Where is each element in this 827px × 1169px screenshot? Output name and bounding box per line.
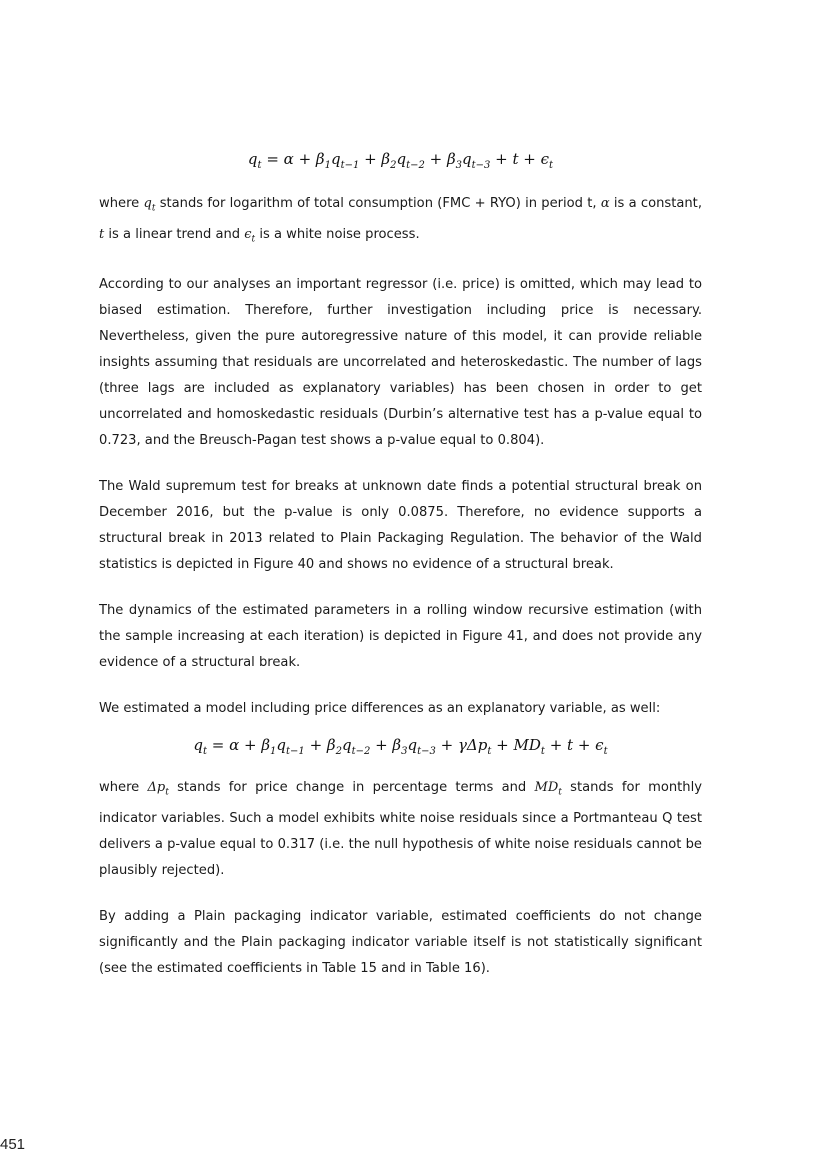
eq-sub: t−2 (406, 160, 425, 171)
eq-sub: t−2 (351, 746, 371, 758)
eq-term: + γΔp (435, 736, 488, 755)
eq-term: + β (304, 736, 336, 755)
eq-sub: t (203, 746, 208, 758)
equation-price-model (99, 736, 702, 757)
eq-term: q (193, 736, 203, 755)
eq-sub: t (603, 746, 608, 758)
eq-sub: t−3 (471, 160, 491, 171)
eq-sub: 2 (390, 160, 397, 171)
paragraph-wald-test: The Wald supremum test for breaks at unknown date finds a potential structural break on December 2016, but the p-value is only 0.0875. Therefore, no evidence supports a structural break in 2013 related to Plain Packaging Regulation. The behavior of the Wald statistics is depicted in Figure 40 and shows no evidence of a structural break. (99, 479, 702, 573)
paragraph-rolling-window: The dynamics of the estimated parameters in a rolling window recursive estimation (with the sample increasing at each iteration) is depicted in Figure 41, and does not provide any evidence of a structural break. (99, 603, 702, 671)
paragraph-regressor-analysis: According to our analyses an important regressor (i.e. price) is omitted, which may lead to biased estimation. Therefore, further investigation including price is necessary. Nevertheless, given the pure autoregressive nature of this model, it can provide reliable insights assuming that residuals are uncorrelated and heteroskedastic. The number of lags (three lags are included as explanatory variables) has been chosen in order to get uncorrelated and homoskedastic residuals (Durbin’s alternative test has a p-value equal to 0.723, and the Breusch-Pagan test shows a p-value equal to 0.804). (99, 277, 702, 449)
paragraph-plain-packaging: By adding a Plain packaging indicator variable, estimated coefficients do not change significantly and the Plain packaging indicator variable itself is not statistically significant (see the estimated coefficients in Table 15 and in Table 16). (99, 908, 702, 976)
eq-term: q (407, 736, 418, 755)
eq-term: q (330, 150, 341, 168)
eq-sub: 1 (324, 160, 331, 171)
eq-sub: t (487, 746, 492, 758)
eq-term: q (396, 150, 407, 168)
equation-ar3-model (99, 150, 702, 171)
eq-term: + t + ϵ (490, 150, 550, 168)
eq-term: q (276, 736, 287, 755)
eq-term: q (341, 736, 352, 755)
page-number: 451 (0, 1136, 26, 1153)
eq-sub: t−1 (286, 746, 305, 758)
eq-sub: t (549, 160, 554, 171)
eq-term: q (462, 150, 472, 168)
eq-term: + MD (491, 736, 541, 755)
document-body (99, 150, 702, 982)
eq-term: + β (370, 736, 402, 755)
paragraph-price-model-intro: We estimated a model including price differences as an explanatory variable, as well: (99, 701, 661, 717)
eq-sub: t−3 (417, 746, 436, 758)
eq-term: + t + ϵ (544, 736, 604, 755)
eq-term: + β (424, 150, 456, 168)
eq-term: = α + β (261, 150, 325, 168)
eq-term: = α + β (207, 736, 271, 755)
eq-sub: t (540, 746, 545, 758)
paragraph-variable-definitions: where $q_t$ stands for logarithm of total consumption (FMC + RYO) in period t, α is a constant, t is a linear trend and $\epsilon_t$ is a white noise process. (99, 196, 702, 245)
eq-sub: 3 (401, 746, 408, 758)
eq-sub: 3 (455, 160, 463, 171)
eq-sub: t (257, 160, 262, 171)
eq-term: q (247, 150, 258, 168)
eq-sub: 1 (270, 746, 277, 758)
eq-term: + β (359, 150, 391, 168)
eq-sub: 2 (335, 746, 342, 758)
eq-sub: t−1 (340, 160, 360, 171)
paragraph-price-model-results: where $\Delta p_t$ stands for price change in percentage terms and $MD_t$ stands for monthly indicator variables. Such a model exhibits white noise residuals since a Portmanteau Q test delivers a p-value equal to 0.317 (i.e. the null hypothesis of white noise residuals cannot be plausibly rejected). (99, 780, 702, 878)
